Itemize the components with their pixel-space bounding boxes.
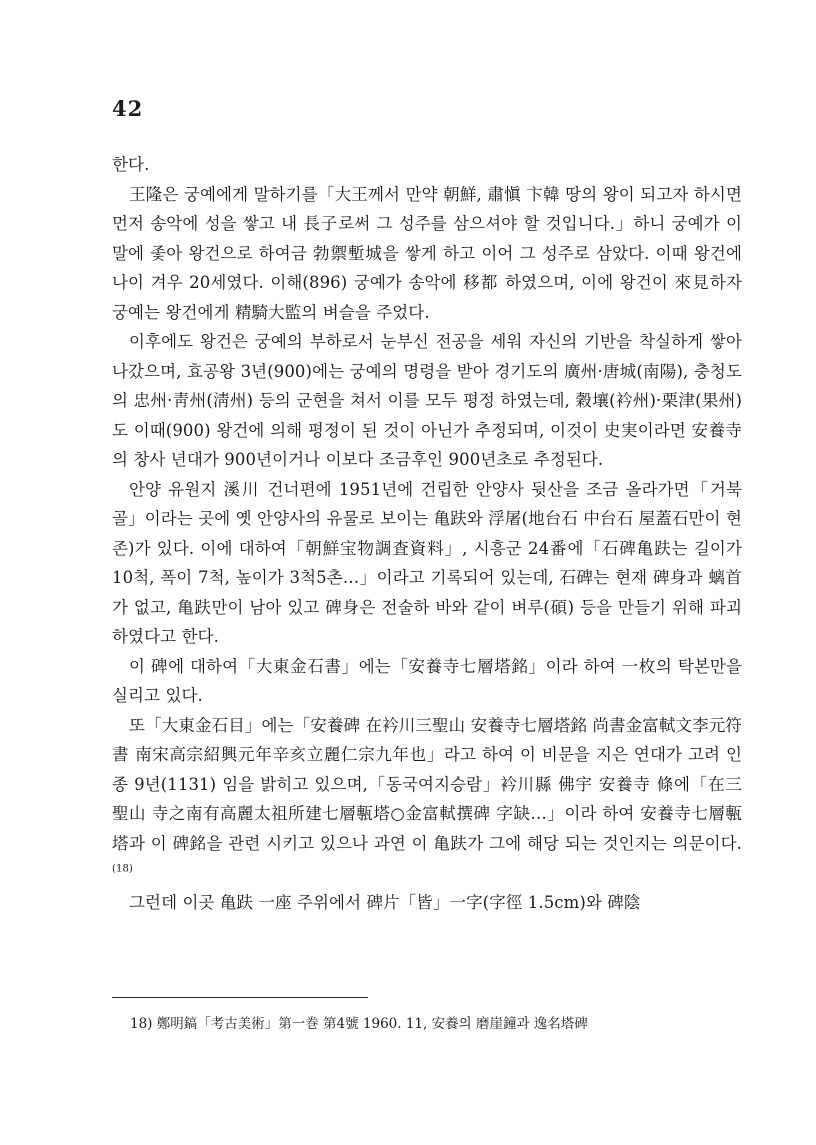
paragraph [112,711,742,888]
paragraph: 안양 유원지 溪川 건너편에 1951년에 건립한 안양사 뒷산을 조금 올라가면「거북골」이라는 곳에 옛 안양사의 유물로 보이는 亀趺와 浮屠(地台石 中台石 屋蓋石만이 현존)가 있다. 이에 대하여「朝鮮宝物調査資料」, 시흥군 24番에「石碑亀趺는 길이가 10척, 폭이 7척, 높이가 3척5촌…」이라고 기록되어 있는데, 石碑는 현재 碑身과 螭首가 없고, 亀趺만이 남아 있고 碑身은 전술하 바와 같이 벼루(碩) 등을 만들기 위해 파괴하였다고 한다. [112,479,742,646]
footnote: 18) 鄭明鎬「考古美術」第一巻 第4號 1960. 11, 安養의 磨崖鐘과 逸名塔碑 [130,1016,588,1032]
paragraph: 이후에도 왕건은 궁예의 부하로서 눈부신 전공을 세워 자신의 기반을 착실하게 쌓아 나갔으며, 효공왕 3년(900)에는 궁예의 명령을 받아 경기도의 廣州·唐城(南陽), 충청도의 忠州·靑州(淸州) 등의 군현을 쳐서 이를 모두 평정 하였는데, 穀壤(衿州)·栗津(果州)도 이때(900) 왕건에 의해 평정이 된 것이 아닌가 추정되며, 이것이 史実이라면 安養寺의 창사 년대가 900년이거나 이보다 조금후인 900년초로 추정된다. [112,332,742,469]
paragraph-text: 또「大東金石目」에는「安養碑 在衿川三聖山 安養寺七層塔銘 尚書金富軾文李元符書 南宋高宗紹興元年辛亥立麗仁宗九年也」라고 하여 이 비문을 지은 연대가 고려 인종 9년(1131) 임을 밝히고 있으며,「동국여지승람」衿川縣 佛宇 安養寺 條에「在三聖山 寺之南有高麗太祖所建七層甎塔○金富軾撰碑 字缺…」이라 하여 安養寺七層甎塔과 이 碑銘을 관련 시키고 있으나 과연 이 亀趺가 그에 해당 되는 것인지는 의문이다. [112,715,742,853]
footnote-ref: (18) [112,863,133,875]
paragraph: 한다. [112,155,150,174]
footnote-divider [112,997,368,998]
page-number: 42 [112,96,144,121]
paragraph: 이 碑에 대하여「大東金石書」에는「安養寺七層塔銘」이라 하여 一枚의 탁본만을 실리고 있다. [112,656,742,705]
paragraph: 王隆은 궁예에게 말하기를「大王께서 만약 朝鮮, 肅愼 卞韓 땅의 왕이 되고자 하시면 먼저 송악에 성을 쌓고 내 長子로써 그 성주를 삼으셔야 할 것입니다.」하니 궁예가 이 말에 좇아 왕건으로 하여금 勃禦塹城을 쌓게 하고 이어 그 성주로 삼았다. 이때 왕건에 나이 겨우 20세였다. 이해(896) 궁예가 송악에 移都 하였으며, 이에 왕건이 來見하자 궁예는 왕건에게 精騎大監의 벼슬을 주었다. [112,184,742,322]
body-text [112,150,742,917]
paragraph: 그런데 이곳 亀趺 一座 주위에서 碑片「皆」一字(字徑 1.5cm)와 碑陰 [129,892,641,912]
